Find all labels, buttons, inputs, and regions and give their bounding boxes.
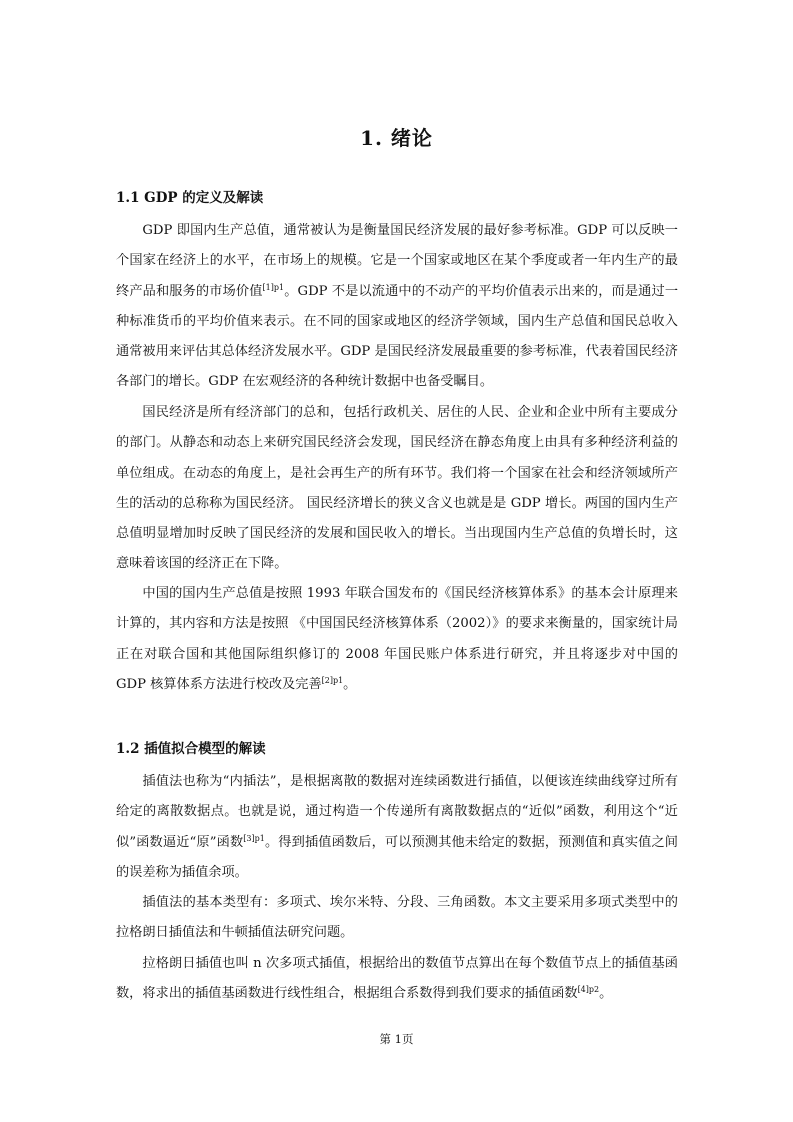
paragraph-interpolation-types: 插值法的基本类型有：多项式、埃尔米特、分段、三角函数。本文主要采用多项式类型中的拉格朗日插值法和牛顿插值法研究问题。 [116, 895, 678, 941]
paragraph-gdp-accounting: 中国的国内生产总值是按照 1993 年联合国发布的《国民经济核算体系》的基本会计原理来计算的，其内容和方法是按照 《中国国民经济核算体系（2002）》的要求来衡量的，国家统计局正在对联合国和其他国际组织修订的 2008 年国民账户体系进行研究，并且将逐步对中国的 GDP 核算体系方法进行校改及完善$^{[2]p1}$。 [116, 586, 678, 692]
section-title-gdp: 1.1 GDP 的定义及解读 [116, 190, 264, 206]
paragraph-gdp-definition: GDP 即国内生产总值，通常被认为是衡量国民经济发展的最好参考标准。GDP 可以反映一个国家在经济上的水平，在市场上的规模。它是一个国家或地区在某个季度或者一年内生产的最终产品和服务的市场价值$^{[1]p1}$。GDP 不是以流通中的不动产的平均价值表示出来的，而是通过一种标准货币的平均价值来表示。在不同的国家或地区的经济学领域，国内生产总值和国民总收入通常被用来评估其总体经济发展水平。GDP 是国民经济发展最重要的参考标准，代表着国民经济各部门的增长。GDP 在宏观经济的各种统计数据中也备受瞩目。 [116, 223, 679, 390]
paragraph-national-economy: 国民经济是所有经济部门的总和，包括行政机关、居住的人民、企业和企业中所有主要成分的部门。从静态和动态上来研究国民经济会发现，国民经济在静态角度上由具有多种经济利益的单位组成。在动态的角度上，是社会再生产的所有环节。我们将一个国家在社会和经济领域所产生的活动的总称称为国民经济。 国民经济增长的狭义含义也就是是 GDP 增长。两国的国内生产总值明显增加时反映了国民经济的发展和国民收入的增长。当出现国内生产总值的负增长时，这意味着该国的经济正在下降。 [116, 405, 678, 572]
chapter-title: 1. 绪论 [360, 126, 433, 150]
citation: [4]p2 [577, 985, 600, 995]
page-number: 第 1页 [379, 1032, 414, 1046]
citation: [1]p1 [262, 282, 285, 292]
citation: [3]p1 [243, 833, 265, 843]
section-title-interpolation: 1.2 插值拟合模型的解读 [116, 741, 266, 757]
paragraph-lagrange: 拉格朗日插值也叫 n 次多项式插值，根据给出的数值节点算出在每个数值节点上的插值基函数，将求出的插值基函数进行线性组合，根据组合系数得到我们要求的插值函数$^{[4]p2}$。 [116, 956, 678, 1002]
paragraph-interpolation-definition: 插值法也称为“内插法”，是根据离散的数据对连续函数进行插值，以便该连续曲线穿过所有给定的离散数据点。也就是说，通过构造一个传递所有离散数据点的“近似”函数，利用这个“近似”函数逼近“原”函数$^{[3]p1}$。得到插值函数后，可以预测其他未给定的数据，预测值和真实值之间的误差称为插值余项。 [116, 774, 678, 880]
citation: [2]p1 [321, 675, 344, 685]
